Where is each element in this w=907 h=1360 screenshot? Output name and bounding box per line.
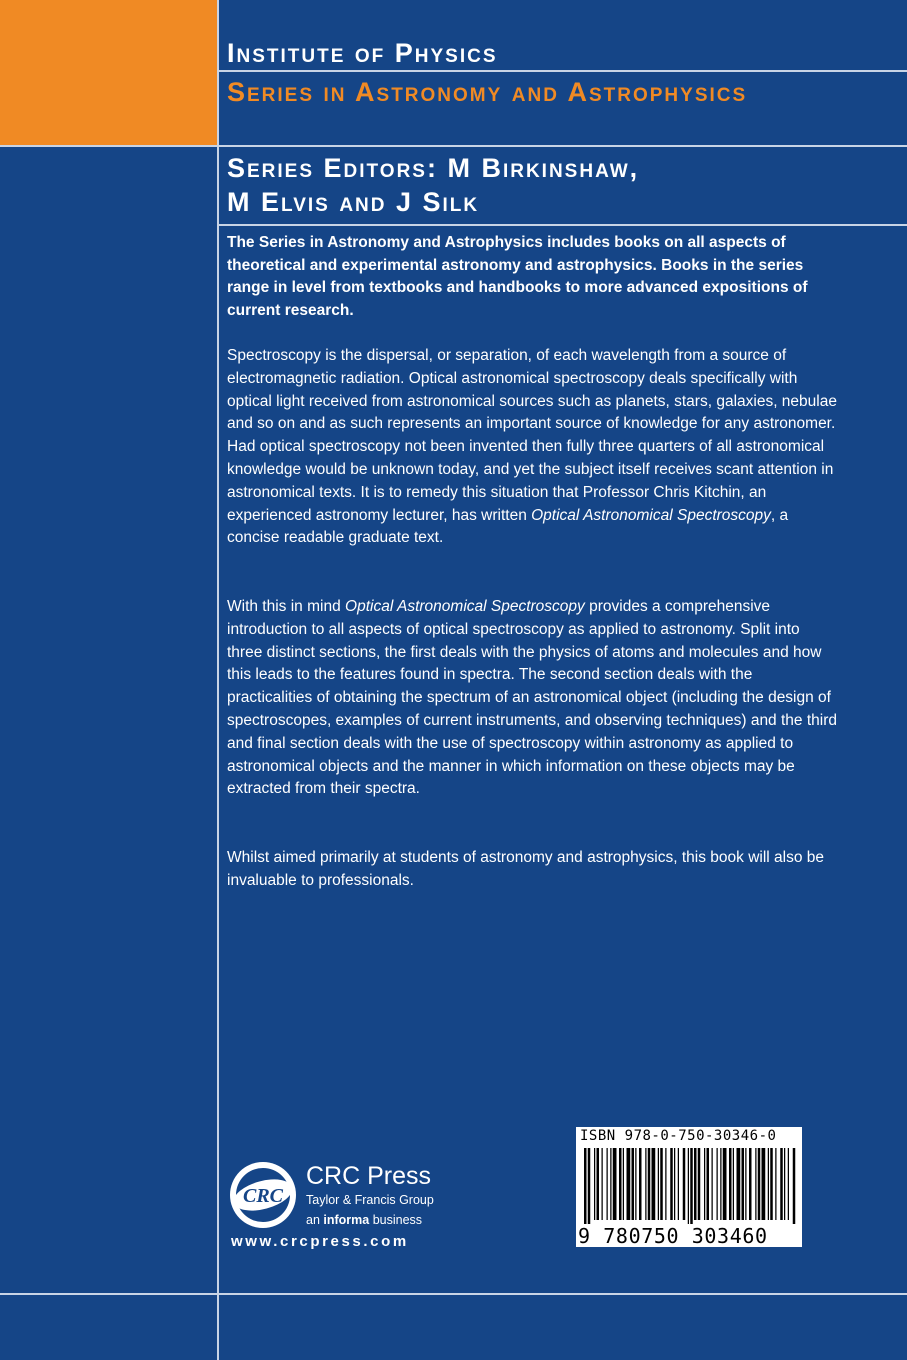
barcode-bar xyxy=(793,1148,796,1224)
barcode-bar xyxy=(712,1148,713,1220)
barcode-bar xyxy=(688,1148,689,1224)
barcode-bar xyxy=(674,1148,675,1220)
barcode-bar xyxy=(619,1148,622,1220)
barcode-bar xyxy=(635,1148,636,1220)
isbn-number: ISBN 978-0-750-30346-0 xyxy=(580,1128,777,1144)
barcode-bar xyxy=(729,1148,732,1220)
barcode-bar xyxy=(594,1148,595,1220)
p2-book-title: Optical Astronomical Spectroscopy xyxy=(345,598,585,615)
barcode-bar xyxy=(704,1148,705,1220)
description-paragraph-1 xyxy=(227,345,837,550)
barcode-bar xyxy=(597,1148,600,1220)
barcode-bar xyxy=(610,1148,611,1220)
barcode-bar xyxy=(723,1148,727,1220)
barcode-bar xyxy=(660,1148,663,1220)
p1-text-b: , a concise readable graduate text. xyxy=(227,506,789,547)
editors-line-1: Series Editors: M Birkinshaw, xyxy=(227,153,640,183)
barcode-bar xyxy=(584,1148,587,1224)
horizontal-rule-top xyxy=(217,70,907,72)
horizontal-rule-header xyxy=(0,145,907,147)
publisher-name: CRC Press xyxy=(306,1162,432,1190)
description-paragraph-3 xyxy=(227,847,837,893)
publisher-informa xyxy=(306,1213,422,1227)
publisher-group: Taylor & Francis Group xyxy=(306,1193,434,1207)
vertical-rule xyxy=(217,0,219,1360)
barcode-bar xyxy=(770,1148,773,1220)
barcode-bar xyxy=(717,1148,718,1220)
barcode-bar xyxy=(623,1148,624,1220)
barcode-bar xyxy=(645,1148,646,1220)
crc-logo-icon xyxy=(228,1160,298,1230)
publisher-series-title: Institute of Physics xyxy=(227,38,498,68)
barcode-bar xyxy=(613,1148,617,1220)
barcode-bar xyxy=(780,1148,783,1220)
barcode-bar xyxy=(762,1148,766,1220)
barcode-bar xyxy=(632,1148,635,1220)
editors-line-2: M Elvis and J Silk xyxy=(227,187,480,217)
series-editors xyxy=(227,151,639,219)
series-name: Series in Astronomy and Astrophysics xyxy=(227,77,748,107)
barcode-bar xyxy=(648,1148,651,1220)
p1-book-title: Optical Astronomical Spectroscopy xyxy=(531,506,771,524)
barcode-bar xyxy=(602,1148,603,1220)
barcode-bar xyxy=(745,1148,746,1220)
barcode-bar xyxy=(733,1148,734,1220)
horizontal-rule-editors xyxy=(217,224,907,226)
orange-corner-block xyxy=(0,0,217,145)
barcode-bar xyxy=(720,1148,721,1220)
barcode-bar xyxy=(670,1148,673,1220)
series-intro: The Series in Astronomy and Astrophysics includes books on all aspects of theoretical and experimental astronomy and astrophysics. Books in the series range in level from textbooks and handbooks to more advanced expositions of current research. xyxy=(227,234,808,319)
barcode-bar xyxy=(678,1148,679,1220)
publisher-url: www.crcpress.com xyxy=(231,1233,409,1250)
barcode-bar xyxy=(588,1148,591,1224)
barcode-bars xyxy=(580,1148,798,1224)
informa-brand: informa xyxy=(323,1213,370,1227)
barcode-bar xyxy=(694,1148,697,1220)
barcode-bar xyxy=(768,1148,769,1220)
barcode-bar xyxy=(698,1148,701,1220)
barcode-bar xyxy=(639,1148,642,1220)
barcode-bar xyxy=(749,1148,752,1220)
barcode-bar xyxy=(775,1148,776,1220)
barcode-bar xyxy=(742,1148,745,1220)
barcode-bar xyxy=(755,1148,756,1220)
barcode-bar xyxy=(665,1148,666,1220)
crc-logo-text: CRC xyxy=(242,1185,284,1207)
barcode-bar xyxy=(788,1148,789,1220)
barcode-bar xyxy=(652,1148,656,1220)
informa-suffix: business xyxy=(369,1213,423,1227)
p2-text-b: provides a comprehensive introduction to all aspects of optical spectroscopy as applied to astronomy. Split into three distinct sections, the first deals with the physics of atoms and molecules and how this leads to the features found in spectra. The second section deals with the practicalities of obtaining the spectrum of an astronomical object (including the design of spectroscopes, examples of current instruments, and observing techniques) and the third and final section deals with the use of spectroscopy within astronomy as applied to astronomical objects and the manner in which information on these objects may be extracted from their spectra. xyxy=(227,598,837,798)
description-paragraph-2 xyxy=(227,596,837,801)
barcode-bar xyxy=(784,1148,785,1220)
barcode-bar xyxy=(758,1148,761,1220)
p2-text-a: With this in mind xyxy=(227,598,346,615)
isbn-barcode xyxy=(576,1127,802,1247)
barcode-bar xyxy=(737,1148,741,1220)
informa-prefix: an xyxy=(306,1213,324,1227)
barcode-bar xyxy=(658,1148,659,1220)
p3-text: Whilst aimed primarily at students of astronomy and astrophysics, this book will also be invaluable to professionals. xyxy=(227,849,824,889)
barcode-bar xyxy=(707,1148,710,1220)
ean-number: 9 780750 303460 xyxy=(578,1224,768,1248)
barcode-bar xyxy=(690,1148,693,1224)
horizontal-rule-bottom xyxy=(0,1293,907,1295)
p1-text-a: Spectroscopy is the dispersal, or separation, of each wavelength from a source of electromagnetic radiation. Optical astronomical spectroscopy deals specifically with optical light received from astronomical sources such as planets, stars, galaxies, nebulae and so on and as such represents an important source of knowledge for any astronomer. Had optical spectroscopy not been invented then fully three quarters of all astronomical knowledge would be unknown today, and yet the subject itself receives scant attention in astronomical texts. It is to remedy this situation that Professor Chris Kitchin, an experienced astronomy lecturer, has written xyxy=(227,347,837,524)
barcode-bar xyxy=(683,1148,686,1220)
barcode-bar xyxy=(607,1148,608,1220)
barcode-bar xyxy=(627,1148,631,1220)
